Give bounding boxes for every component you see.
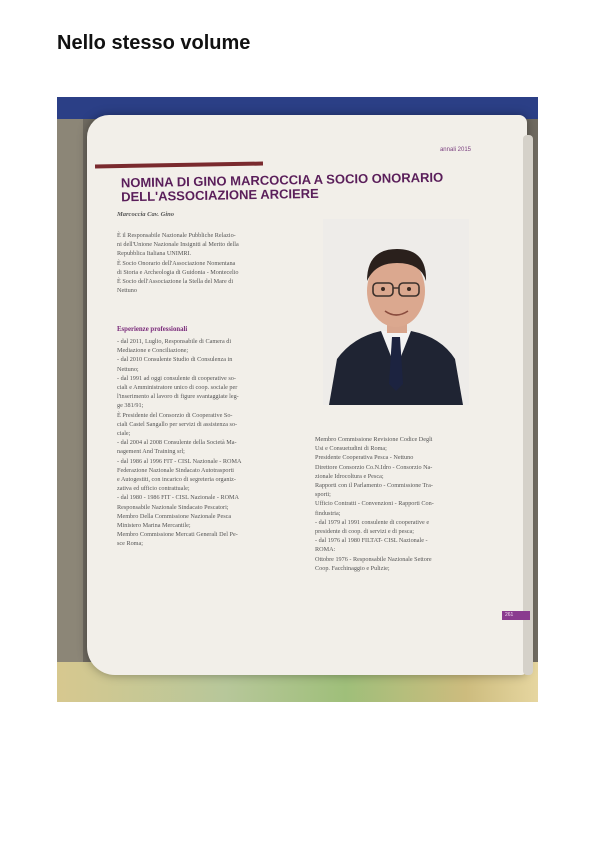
experience-line: ciale; xyxy=(117,430,131,438)
page-number-tab: 261 xyxy=(502,611,530,620)
intro-line: ni dell'Unione Nazionale Insigniti al Merito della xyxy=(117,241,239,249)
experience-line: - dal 1991 ad oggi consulente di cooperative so- xyxy=(117,374,236,382)
section-heading: Esperienze professionali xyxy=(117,326,188,333)
experience-line: Responsabile Nazionale Sindacato Pescatori; xyxy=(117,503,229,511)
article-title-line-2: DELL'ASSOCIAZIONE ARCIERE xyxy=(121,185,319,205)
intro-line: È Socio dell'Associazione la Stella del Mare di xyxy=(117,278,234,286)
experience-line: nagement And Training srl; xyxy=(117,448,185,456)
portrait-illustration xyxy=(323,219,469,405)
portrait-photo xyxy=(323,219,469,405)
intro-paragraph xyxy=(117,231,301,295)
article-author: Marcoccia Cav. Gino xyxy=(117,211,174,218)
experience-line: - dal 2004 al 2008 Consulente della Società Ma- xyxy=(117,439,237,447)
experience-line: - dal 1986 al 1996 FIT - CISL Nazionale - ROMA xyxy=(117,457,242,465)
column-line: Presidente Cooperativa Pesca - Nettuno xyxy=(315,454,414,462)
column-line: Coop. Facchinaggio e Pulizie; xyxy=(315,564,390,572)
second-column xyxy=(315,435,501,573)
column-line: Membro Commissione Revisione Codice Degli xyxy=(315,436,433,443)
intro-line: È il Responsabile Nazionale Pubbliche Relazio- xyxy=(117,232,236,239)
article-title xyxy=(121,170,501,205)
experience-line: È Presidente del Consorzio di Cooperative So- xyxy=(117,411,233,419)
experience-line: Nettuno; xyxy=(117,365,139,373)
experience-list xyxy=(117,337,305,549)
column-line: - dal 1979 al 1991 consulente di cooperative e xyxy=(315,518,430,526)
intro-line: È Socio Onorario dell'Associazione Nomentana xyxy=(117,259,236,267)
column-line: sporti; xyxy=(315,491,331,499)
intro-line: Nettuno xyxy=(117,287,137,295)
article-title-line-1: NOMINA DI GINO MARCOCCIA A SOCIO ONORARIO xyxy=(120,169,444,191)
column-line: Usi e Consuetudini di Roma; xyxy=(315,445,387,453)
experience-line: l'inserimento al lavoro di figure svantaggiate leg- xyxy=(117,393,239,401)
experience-line: Mediazione e Conciliazione; xyxy=(117,347,189,355)
experience-line: Ministero Marina Mercantile; xyxy=(117,522,191,530)
experience-line: ciali e Amministratore unico di coop. sociale per xyxy=(117,384,238,392)
intro-line: Repubblica Italiana UNIMRI. xyxy=(117,250,192,258)
book-photo xyxy=(57,97,538,702)
column-line: Ufficio Contratti - Convenzioni - Rapporti Con- xyxy=(315,500,434,508)
title-accent-bar xyxy=(95,162,263,169)
running-header: annali 2015 xyxy=(439,147,471,153)
page-heading: Nello stesso volume xyxy=(57,32,251,54)
experience-line: sce Roma; xyxy=(117,540,143,548)
experience-line: Membro Della Commissione Nazionale Pesca xyxy=(117,512,232,520)
experience-line: - dal 2011, Luglio, Responsabile di Camera di xyxy=(117,338,232,345)
column-line: findustria; xyxy=(315,509,341,517)
column-line: - dal 1976 al 1980 FILTAT- CISL Nazionale - xyxy=(315,537,428,545)
experience-line: - dal 2010 Consulente Studio di Consulenza in xyxy=(117,356,233,364)
column-line: ROMA: xyxy=(315,546,336,554)
column-line: Rapporti con il Parlamento - Commissione Tra- xyxy=(315,482,433,490)
experience-line: zativa ed ufficio contrattuale; xyxy=(117,485,190,493)
experience-line: e Autogestiti, con incarico di segreteria organiz- xyxy=(117,476,236,484)
experience-line: Federazione Nazionale Sindacato Autotrasporti xyxy=(117,466,235,474)
experience-line: - dal 1980 - 1986 FIT - CISL Nazionale - ROMA xyxy=(117,494,240,502)
page-curve xyxy=(523,135,533,675)
book-edge xyxy=(57,119,83,702)
intro-line: di Storia e Archeologia di Guidonia - Montecelio xyxy=(117,268,239,276)
experience-line: Membro Commissione Mercati Generali Del Pe- xyxy=(117,531,238,539)
experience-line: ge 381/91; xyxy=(117,402,144,410)
column-line: presidente di coop. di servizi e di pesca; xyxy=(315,528,414,536)
book-page xyxy=(87,115,527,675)
column-line: Ottobre 1976 - Responsabile Nazionale Settore xyxy=(315,555,432,563)
column-line: Direttore Consorzio Co.N.Idro - Consorzio Na- xyxy=(315,463,433,471)
experience-line: ciali Castel Sangallo per servizi di assistenza so- xyxy=(117,420,238,428)
column-line: zionale Idrocoltura e Pesca; xyxy=(315,472,384,480)
